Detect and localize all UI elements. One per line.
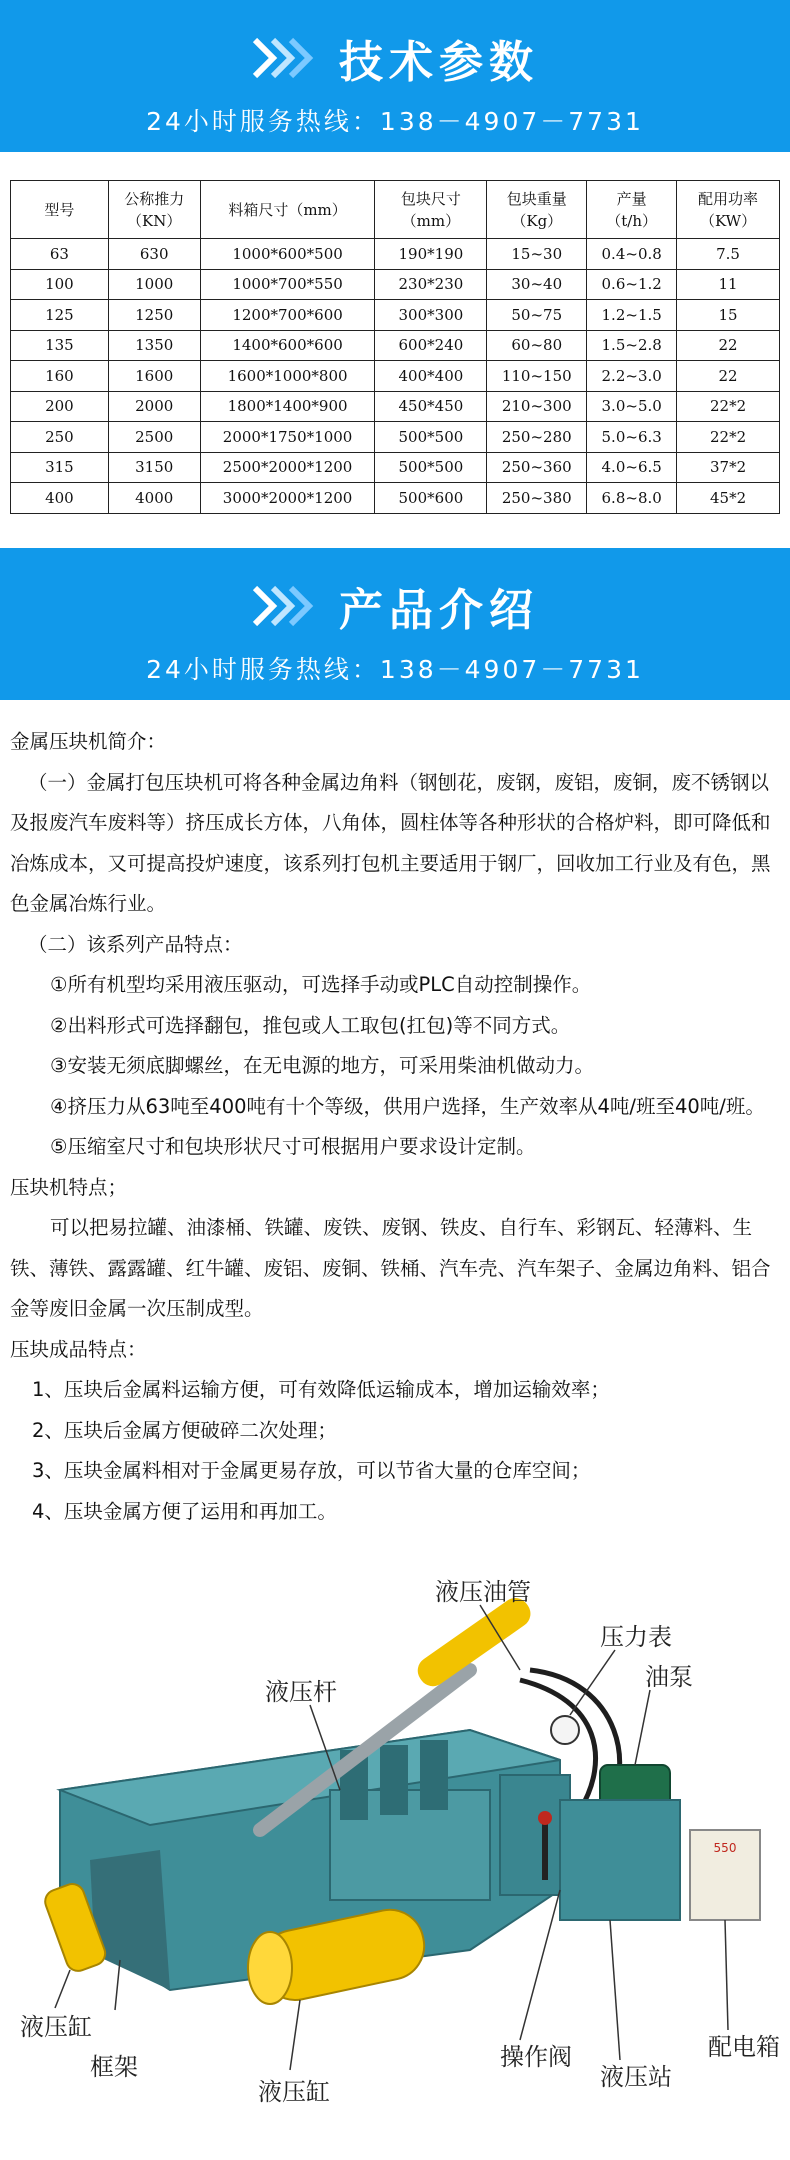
spec-cell: 250 — [11, 422, 109, 453]
label-bottom-cylinder: 液压缸 — [258, 2078, 330, 2106]
spec-cell: 45*2 — [677, 483, 780, 514]
label-hydraulic-pipe: 液压油管 — [435, 1578, 531, 1606]
spec-cell: 200 — [11, 391, 109, 422]
spec-cell: 2000*1750*1000 — [200, 422, 375, 453]
intro-paragraph-2: （二）该系列产品特点： — [28, 932, 243, 956]
spec-cell: 500*500 — [375, 452, 487, 483]
spec-cell: 2000 — [108, 391, 200, 422]
spec-table-body — [11, 239, 780, 514]
spec-cell: 1400*600*600 — [200, 330, 375, 361]
spec-cell: 3.0~5.0 — [587, 391, 677, 422]
product-features-heading: 压块成品特点： — [10, 1337, 147, 1361]
spec-cell: 110~150 — [487, 361, 587, 392]
box-label: 550 — [713, 1841, 737, 1855]
baler-machine-diagram — [0, 1560, 790, 2150]
intro-heading: 金属压块机简介： — [10, 730, 167, 753]
spec-header-cell: 配用功率 （KW） — [677, 181, 780, 239]
spec-header-cell: 型号 — [11, 181, 109, 239]
spec-cell: 1000 — [108, 269, 200, 300]
spec-cell: 3000*2000*1200 — [200, 483, 375, 514]
banner-title: 技术参数 — [339, 37, 539, 88]
service-hotline: 24小时服务热线：138－4907－7731 — [146, 107, 644, 136]
product-intro-text — [10, 722, 782, 1532]
product-point: 1、压块后金属料运输方便，可有效降低运输成本，增加运输效率； — [32, 1378, 610, 1401]
spec-cell: 230*230 — [375, 269, 487, 300]
spec-table-row — [11, 452, 780, 483]
spec-cell: 1600*1000*800 — [200, 361, 375, 392]
spec-table-row — [11, 361, 780, 392]
spec-cell: 1600 — [108, 361, 200, 392]
spec-cell: 600*240 — [375, 330, 487, 361]
feature-item: ⑤压缩室尺寸和包块形状尺寸可根据用户要求设计定制。 — [50, 1135, 536, 1158]
pressure-gauge-icon — [551, 1716, 579, 1744]
product-point: 4、压块金属方便了运用和再加工。 — [32, 1499, 337, 1523]
spec-cell: 3150 — [108, 452, 200, 483]
spec-cell: 5.0~6.3 — [587, 422, 677, 453]
spec-cell: 1250 — [108, 300, 200, 331]
spec-table-row — [11, 330, 780, 361]
spec-cell: 22 — [677, 361, 780, 392]
feature-item: ④挤压力从63吨至400吨有十个等级，供用户选择，生产效率从4吨/班至40吨/班。 — [50, 1094, 765, 1118]
spec-cell: 210~300 — [487, 391, 587, 422]
spec-cell: 2500 — [108, 422, 200, 453]
spec-cell: 1200*700*600 — [200, 300, 375, 331]
spec-cell: 50~75 — [487, 300, 587, 331]
spec-cell: 2500*2000*1200 — [200, 452, 375, 483]
machine-features-heading: 压块机特点； — [10, 1175, 128, 1199]
spec-table-row — [11, 300, 780, 331]
spec-cell: 1000*700*550 — [200, 269, 375, 300]
product-intro-banner — [0, 548, 790, 700]
spec-table-row — [11, 269, 780, 300]
spec-cell: 60~80 — [487, 330, 587, 361]
spec-cell: 160 — [11, 361, 109, 392]
spec-cell: 300*300 — [375, 300, 487, 331]
label-hydraulic-rod: 液压杆 — [265, 1678, 337, 1706]
label-station: 液压站 — [600, 2063, 672, 2091]
spec-cell: 315 — [11, 452, 109, 483]
spec-table — [10, 180, 780, 514]
chevrons-icon — [251, 582, 321, 630]
spec-cell: 250~360 — [487, 452, 587, 483]
intro-paragraph-1: （一）金属打包压块机可将各种金属边角料（钢刨花，废钢，废铝，废铜，废不锈钢以及报废汽车废料等）挤压成长方体，八角体，圆柱体等各种形状的合格炉料，即可降低和冶炼成本，又可提高投炉速度，该系列打包机主要适用于钢厂，回收加工行业及有色，黑色金属冶炼行业。 — [10, 770, 771, 915]
spec-cell: 500*500 — [375, 422, 487, 453]
spec-cell: 63 — [11, 239, 109, 270]
spec-cell: 15 — [677, 300, 780, 331]
spec-cell: 450*450 — [375, 391, 487, 422]
spec-cell: 2.2~3.0 — [587, 361, 677, 392]
spec-header-cell: 料箱尺寸（mm） — [200, 181, 375, 239]
service-hotline: 24小时服务热线：138－4907－7731 — [146, 655, 644, 684]
spec-cell: 0.4~0.8 — [587, 239, 677, 270]
spec-cell: 15~30 — [487, 239, 587, 270]
feature-item: ②出料形式可选择翻包，推包或人工取包(扛包)等不同方式。 — [50, 1013, 571, 1037]
spec-header-cell: 包块尺寸 （mm） — [375, 181, 487, 239]
spec-cell: 250~380 — [487, 483, 587, 514]
spec-header-cell: 产量 （t/h） — [587, 181, 677, 239]
electrical-box — [690, 1830, 760, 1920]
spec-cell: 22 — [677, 330, 780, 361]
spec-cell: 37*2 — [677, 452, 780, 483]
label-valve: 操作阀 — [500, 2043, 572, 2071]
spec-table-row — [11, 422, 780, 453]
machine-features-text: 可以把易拉罐、油漆桶、铁罐、废铁、废钢、铁皮、自行车、彩钢瓦、轻薄料、生铁、薄铁、露露罐、红牛罐、废铝、废铜、铁桶、汽车壳、汽车架子、金属边角料、铝合金等废旧金属一次压制成型。 — [10, 1216, 771, 1320]
banner-title-row — [0, 576, 790, 636]
spec-cell: 6.8~8.0 — [587, 483, 677, 514]
banner-title-row — [0, 28, 790, 88]
spec-cell: 1800*1400*900 — [200, 391, 375, 422]
spec-cell: 135 — [11, 330, 109, 361]
spec-cell: 1.2~1.5 — [587, 300, 677, 331]
spec-cell: 11 — [677, 269, 780, 300]
spec-table-row — [11, 239, 780, 270]
product-point: 2、压块后金属方便破碎二次处理； — [32, 1418, 337, 1442]
label-pressure-gauge: 压力表 — [600, 1623, 672, 1651]
label-oil-pump: 油泵 — [645, 1663, 693, 1691]
spec-cell: 4000 — [108, 483, 200, 514]
spec-cell: 125 — [11, 300, 109, 331]
spec-cell: 630 — [108, 239, 200, 270]
spec-cell: 400*400 — [375, 361, 487, 392]
banner-title: 产品介绍 — [339, 585, 539, 636]
spec-cell: 1.5~2.8 — [587, 330, 677, 361]
label-frame: 框架 — [90, 2053, 138, 2081]
spec-cell: 400 — [11, 483, 109, 514]
spec-cell: 100 — [11, 269, 109, 300]
spec-cell: 30~40 — [487, 269, 587, 300]
spec-cell: 190*190 — [375, 239, 487, 270]
chevrons-icon — [251, 34, 321, 82]
spec-cell: 0.6~1.2 — [587, 269, 677, 300]
spec-table-container — [10, 180, 780, 514]
spec-cell: 7.5 — [677, 239, 780, 270]
spec-cell: 250~280 — [487, 422, 587, 453]
spec-cell: 1000*600*500 — [200, 239, 375, 270]
hydraulic-station — [560, 1800, 680, 1920]
spec-header-cell: 包块重量 （Kg） — [487, 181, 587, 239]
product-point: 3、压块金属料相对于金属更易存放，可以节省大量的仓库空间； — [32, 1459, 591, 1482]
spec-table-header-row — [11, 181, 780, 239]
spec-cell: 4.0~6.5 — [587, 452, 677, 483]
spec-cell: 22*2 — [677, 391, 780, 422]
spec-cell: 500*600 — [375, 483, 487, 514]
label-left-cylinder: 液压缸 — [20, 2013, 92, 2041]
spec-header-cell: 公称推力 （KN） — [108, 181, 200, 239]
spec-cell: 22*2 — [677, 422, 780, 453]
tech-params-banner — [0, 0, 790, 152]
feature-item: ①所有机型均采用液压驱动，可选择手动或PLC自动控制操作。 — [50, 973, 592, 996]
spec-cell: 1350 — [108, 330, 200, 361]
spec-table-row — [11, 391, 780, 422]
label-box: 配电箱 — [708, 2033, 780, 2061]
feature-item: ③安装无须底脚螺丝，在无电源的地方，可采用柴油机做动力。 — [50, 1054, 594, 1077]
spec-table-row — [11, 483, 780, 514]
